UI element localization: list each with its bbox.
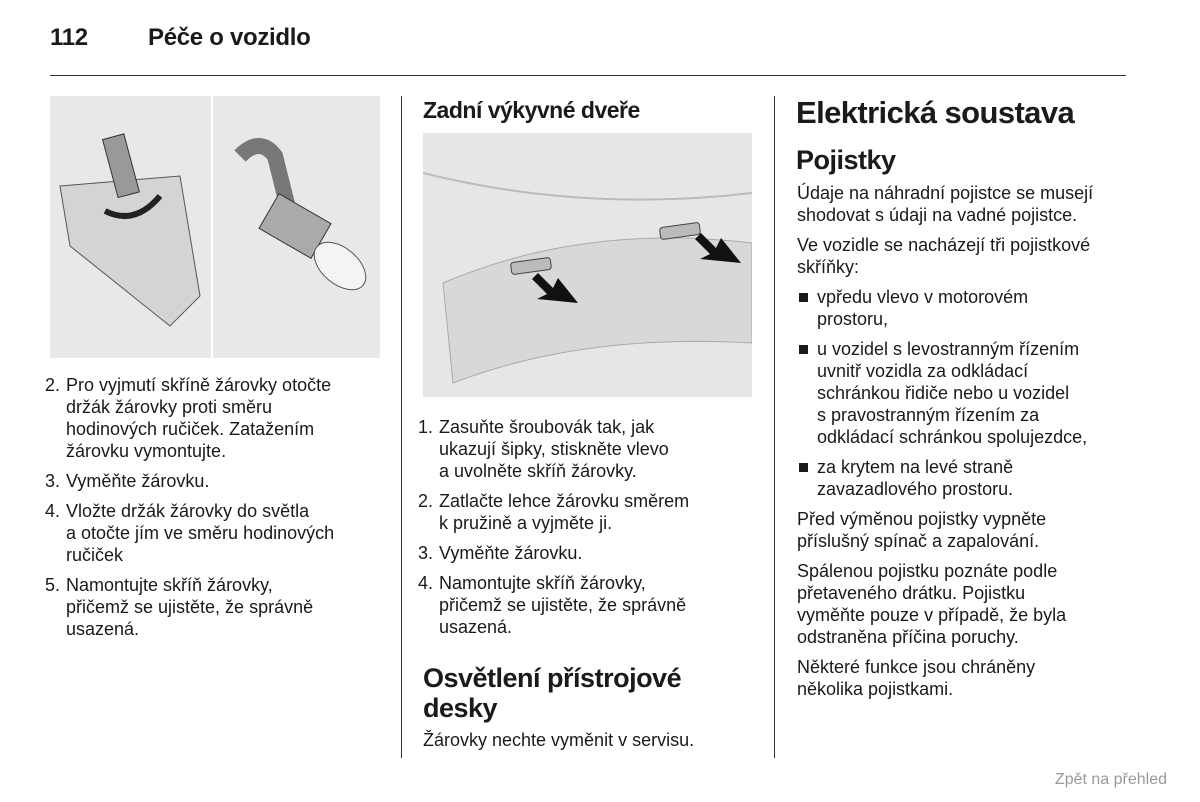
list-item: [36, 500, 396, 566]
fuses-section: [797, 182, 1157, 708]
step-number: 4.: [44, 501, 60, 521]
page-number: 112: [50, 24, 88, 51]
bullet-icon: [799, 345, 808, 354]
column-divider: [401, 96, 402, 758]
paragraph: Před výměnou pojistky vypněte příslušný spínač a zapalování.: [797, 509, 1047, 551]
step-number: 1.: [417, 417, 433, 437]
list-item: [409, 416, 769, 482]
header-rule: [50, 75, 1126, 76]
list-item: [36, 470, 396, 492]
list-item: [36, 374, 396, 462]
step-text: Zatlačte lehce žárovku směrem k pružině a vyjměte ji.: [439, 491, 690, 533]
step-text: Pro vyjmutí skříně žárovky otočte držák žárovky proti směru hodinových ručiček. Zatažením žárovku vymontujte.: [66, 375, 332, 461]
paragraph: Žárovky nechte vyměnit v servisu.: [423, 730, 695, 750]
step-number: 2.: [417, 491, 433, 511]
paragraph: Některé funkce jsou chráněny několika pojistkami.: [797, 657, 1036, 699]
back-to-overview-link[interactable]: Zpět na přehled: [1054, 771, 1167, 788]
list-item: [797, 338, 1157, 448]
paragraph: Údaje na náhradní pojistce se musejí shodovat s údaji na vadné pojistce.: [797, 183, 1094, 225]
list-item: [797, 456, 1157, 500]
column-divider: [774, 96, 775, 758]
list-item: [36, 574, 396, 640]
step-number: 3.: [417, 543, 433, 563]
bullet-icon: [799, 463, 808, 472]
bullet-icon: [799, 293, 808, 302]
section-heading: Osvětlení přístrojové desky: [423, 663, 682, 723]
list-item: [409, 490, 769, 534]
list-item: [409, 542, 769, 564]
tailgate-illustration: [423, 133, 752, 397]
section-heading: Pojistky: [796, 145, 896, 175]
step-text: Vyměňte žárovku.: [439, 543, 583, 563]
bulb-holder-illustration: [50, 96, 380, 358]
chapter-heading: Elektrická soustava: [796, 95, 1075, 130]
step-text: Zasuňte šroubovák tak, jak ukazují šipky, stiskněte vlevo a uvolněte skříň žárovky.: [439, 417, 669, 481]
page-title: Péče o vozidlo: [148, 24, 311, 51]
step-number: 4.: [417, 573, 433, 593]
list-item: [409, 572, 769, 638]
step-text: Vložte držák žárovky do světla a otočte jím ve směru hodinových ručiček: [66, 501, 335, 565]
step-number: 2.: [44, 375, 60, 395]
steps-list: [36, 374, 396, 648]
bullet-text: u vozidel s levostranným řízením uvnitř vozidla za odkládací schránkou řidiče nebo u vozidel s pravostranným řízením za odkládací schránkou spolujezdce,: [817, 339, 1088, 447]
step-text: Vyměňte žárovku.: [66, 471, 210, 491]
step-text: Namontujte skříň žárovky, přičemž se ujistěte, že správně usazená.: [66, 575, 314, 639]
step-number: 3.: [44, 471, 60, 491]
paragraph: Spálenou pojistku poznáte podle přetaveného drátku. Pojistku vyměňte pouze v případě, že byla odstraněna příčina poruchy.: [797, 561, 1067, 647]
step-text: Namontujte skříň žárovky, přičemž se ujistěte, že správně usazená.: [439, 573, 687, 637]
step-number: 5.: [44, 575, 60, 595]
bullet-text: za krytem na levé straně zavazadlového prostoru.: [817, 457, 1014, 499]
paragraph: Ve vozidle se nacházejí tři pojistkové skříňky:: [797, 235, 1091, 277]
bullet-text: vpředu vlevo v motorovém prostoru,: [817, 287, 1029, 329]
section-heading: Zadní výkyvné dveře: [423, 97, 640, 123]
steps-list: [409, 416, 769, 646]
list-item: [797, 286, 1157, 330]
